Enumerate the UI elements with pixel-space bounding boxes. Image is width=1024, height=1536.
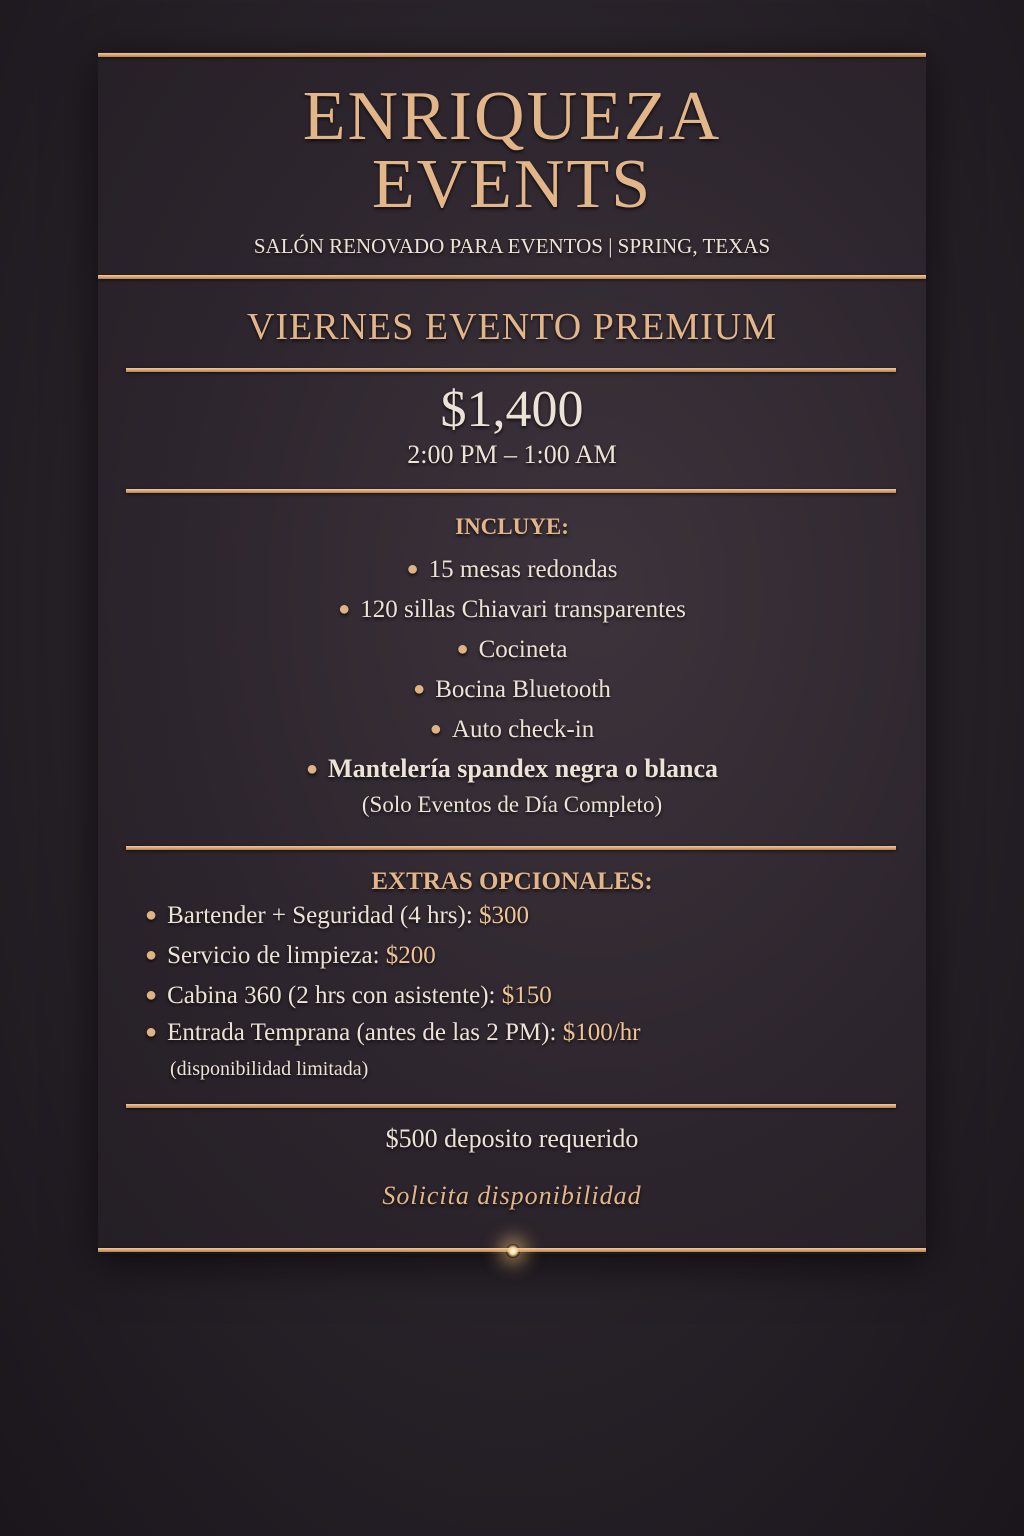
bullet-icon: ● (456, 638, 469, 660)
package-name: VIERNES EVENTO PREMIUM (246, 306, 778, 348)
subtitle: SALÓN RENOVADO PARA EVENTOS | SPRING, TEXAS (253, 234, 771, 258)
divider (98, 53, 926, 57)
include-item: ● Cocineta (456, 636, 568, 663)
include-item: ● Auto check-in (429, 716, 595, 743)
include-item: ● Mantelería spandex negra o blanca (305, 754, 719, 783)
package-hours: 2:00 PM – 1:00 AM (407, 440, 617, 469)
include-item: ● 15 mesas redondas (406, 556, 618, 583)
extra-item: ● Entrada Temprana (antes de las 2 PM): $100/hr (145, 1019, 641, 1046)
extra-item: ● Cabina 360 (2 hrs con asistente): $150 (145, 982, 552, 1009)
divider (126, 1104, 896, 1108)
package-price: $1,400 (440, 381, 584, 438)
bullet-icon: ● (145, 1021, 158, 1043)
extras-heading: EXTRAS OPCIONALES: (371, 868, 653, 895)
bullet-icon: ● (145, 984, 158, 1006)
divider (126, 368, 896, 372)
bullet-icon: ● (145, 944, 158, 966)
sparkle-icon (506, 1244, 520, 1258)
include-item: ● Bocina Bluetooth (413, 676, 611, 703)
divider (126, 846, 896, 850)
divider (98, 275, 926, 279)
bullet-icon: ● (305, 758, 319, 780)
include-item: ● 120 sillas Chiavari transparentes (338, 596, 686, 623)
bullet-icon: ● (406, 558, 419, 580)
brand-title-line1: ENRIQUEZA (302, 78, 722, 155)
includes-heading: INCLUYE: (455, 514, 569, 539)
bullet-icon: ● (429, 718, 442, 740)
availability-cta: Solicita disponibilidad (382, 1181, 642, 1210)
extra-item: ● Bartender + Seguridad (4 hrs): $300 (145, 902, 530, 929)
bullet-icon: ● (145, 904, 158, 926)
extra-item: ● Servicio de limpieza: $200 (145, 942, 436, 969)
bullet-icon: ● (338, 598, 351, 620)
brand-title-line2: EVENTS (371, 146, 653, 223)
includes-note: (Solo Eventos de Día Completo) (361, 792, 663, 817)
extras-note: (disponibilidad limitada) (170, 1058, 369, 1080)
bullet-icon: ● (413, 678, 426, 700)
divider (126, 489, 896, 493)
deposit-text: $500 deposito requerido (385, 1124, 639, 1153)
